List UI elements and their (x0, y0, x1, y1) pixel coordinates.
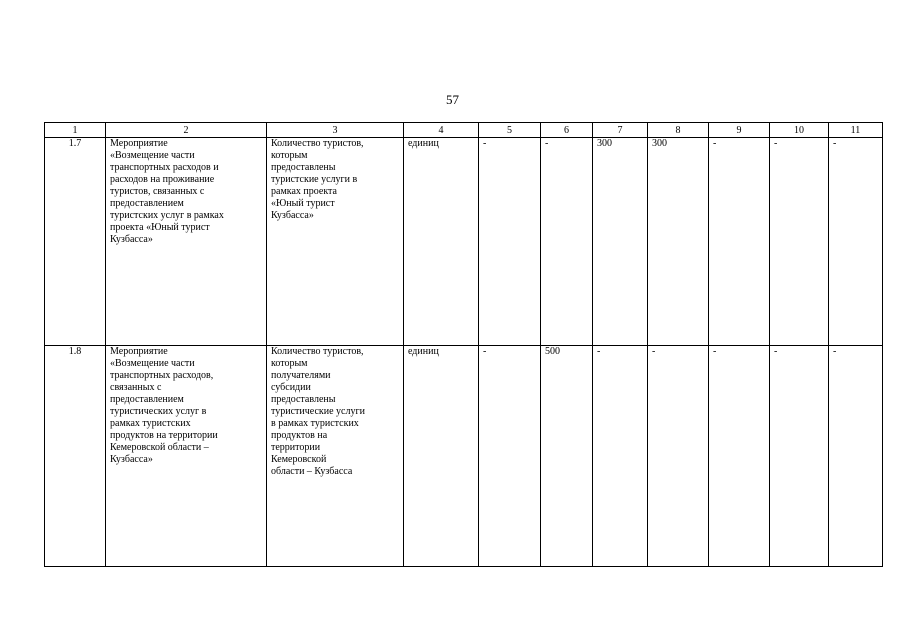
column-header: 3 (267, 123, 404, 138)
indicators-table (44, 122, 883, 567)
column-header: 7 (593, 123, 648, 138)
value-cell-10: - (770, 346, 829, 567)
value-cell-9: - (709, 346, 770, 567)
value-cell-10: - (770, 138, 829, 346)
column-header: 9 (709, 123, 770, 138)
table-row (45, 138, 883, 346)
value-cell-5: - (479, 138, 541, 346)
unit-cell: единиц (404, 138, 479, 346)
value-cell-9: - (709, 138, 770, 346)
indicator-cell: Количество туристов, которым получателями субсидии предоставлены туристические услуги в рамках туристских продуктов на территории Кемеровской области – Кузбасса (267, 346, 404, 567)
column-header: 4 (404, 123, 479, 138)
value-cell-8: - (648, 346, 709, 567)
value-cell-5: - (479, 346, 541, 567)
value-cell-7: 300 (593, 138, 648, 346)
row-number: 1.7 (45, 138, 106, 346)
row-number: 1.8 (45, 346, 106, 567)
value-cell-8: 300 (648, 138, 709, 346)
column-header: 1 (45, 123, 106, 138)
column-header: 5 (479, 123, 541, 138)
table-row (45, 346, 883, 567)
unit-cell: единиц (404, 346, 479, 567)
column-header: 8 (648, 123, 709, 138)
value-cell-6: - (541, 138, 593, 346)
column-header: 2 (106, 123, 267, 138)
page-number: 57 (446, 92, 459, 107)
value-cell-11: - (829, 346, 883, 567)
indicator-cell: Количество туристов, которым предоставлены туристские услуги в рамках проекта «Юный турист Кузбасса» (267, 138, 404, 346)
column-header: 10 (770, 123, 829, 138)
table-header-row (45, 123, 883, 138)
value-cell-6: 500 (541, 346, 593, 567)
value-cell-7: - (593, 346, 648, 567)
column-header: 11 (829, 123, 883, 138)
column-header: 6 (541, 123, 593, 138)
value-cell-11: - (829, 138, 883, 346)
activity-cell: Мероприятие «Возмещение части транспортных расходов и расходов на проживание туристов, связанных с предоставлением туристских услуг в рамках проекта «Юный турист Кузбасса» (106, 138, 267, 346)
activity-cell: Мероприятие «Возмещение части транспортных расходов, связанных с предоставлением туристических услуг в рамках туристских продуктов на территории Кемеровской области – Кузбасса» (106, 346, 267, 567)
